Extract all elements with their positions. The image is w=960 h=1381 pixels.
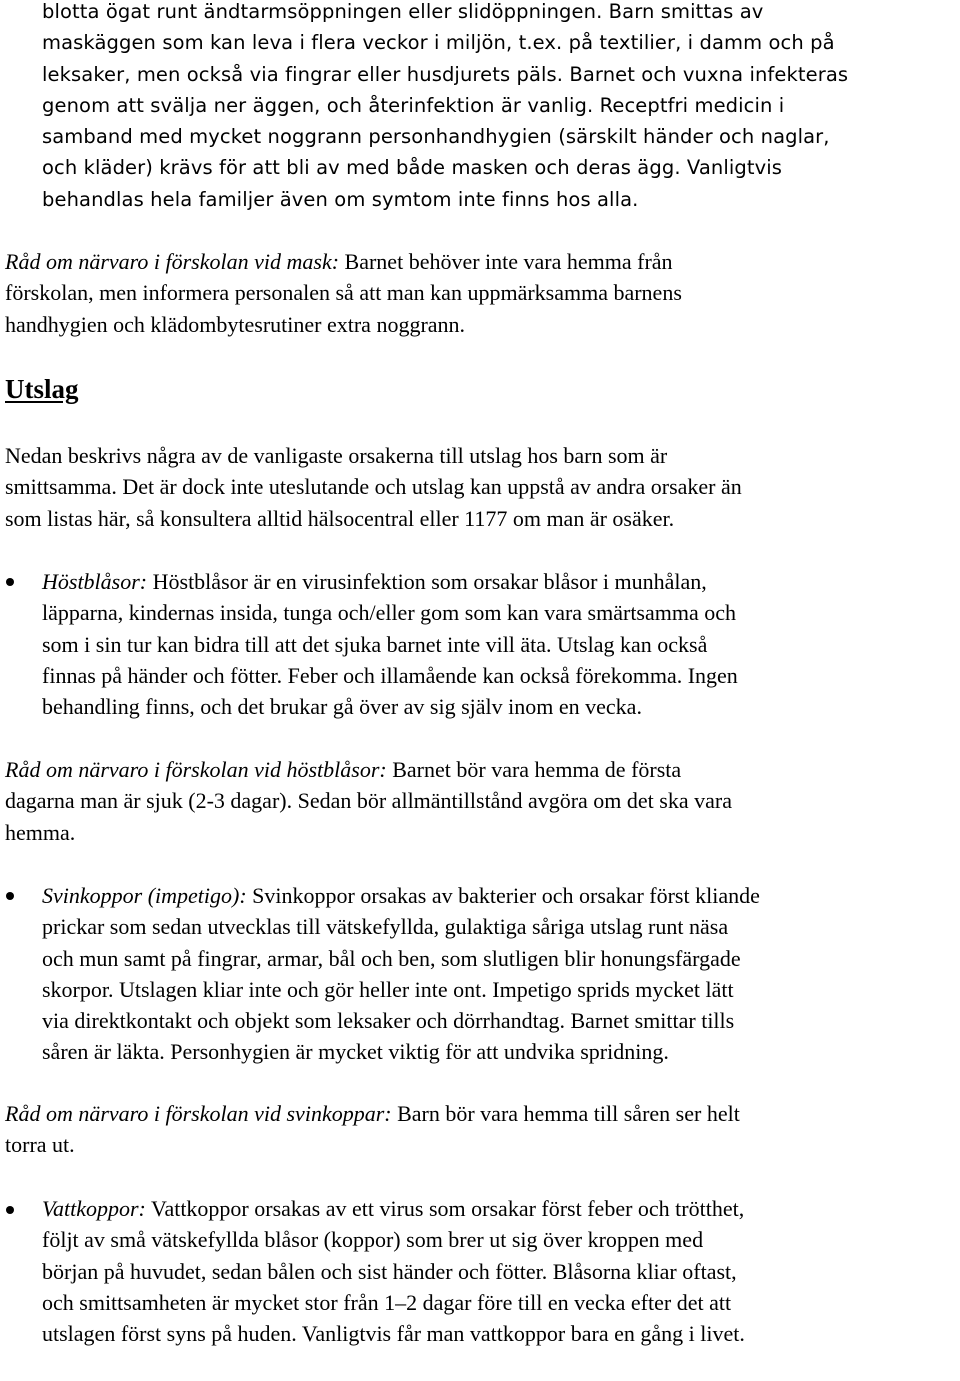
text-line: behandlas hela familjer även om symtom inte finns hos alla. <box>42 187 639 211</box>
list-item-svinkoppor <box>42 880 956 1099</box>
text-line: via direktkontakt och objekt som leksaker och dörrhandtag. Barnet smittar tills <box>42 1008 735 1034</box>
text-line: utslagen först syns på huden. Vanligtvis får man vattkoppor bara en gång i livet. <box>42 1321 745 1347</box>
advice-hostblasor <box>5 754 956 879</box>
text-line: torra ut. <box>5 1132 75 1158</box>
text-line: läpparna, kindernas insida, tunga och/eller gom som kan vara smärtsamma och <box>42 600 737 626</box>
text-line <box>42 566 956 597</box>
text-line: som listas här, så konsultera alltid hälsocentral eller 1177 om man är osäker. <box>5 505 675 531</box>
list-item-hostblasor <box>42 566 956 754</box>
text-line: handhygien och klädombytesrutiner extra noggrann. <box>5 311 466 337</box>
item-text: Vattkoppor orsakas av ett virus som orsakar först feber och trötthet, <box>145 1196 745 1221</box>
text-line: skorpor. Utslagen kliar inte och gör heller inte ont. Impetigo sprids mycket lätt <box>42 976 734 1002</box>
text-line: Nedan beskrivs några av de vanligaste orsakerna till utslag hos barn som är <box>5 443 668 468</box>
text-line: och smittsamheten är mycket stor från 1–2 dagar före till en vecka efter det att <box>42 1289 732 1315</box>
text-line: förskolan, men informera personalen så att man kan uppmärksamma barnens <box>5 280 682 306</box>
text-line: såren är läkta. Personhygien är mycket viktig för att undvika spridning. <box>42 1039 669 1065</box>
section-heading: Utslag <box>5 374 79 404</box>
advice-text: Barnet bör vara hemma de första <box>386 757 682 782</box>
text-line: maskäggen som kan leva i flera veckor i miljön, t.ex. på textilier, i damm och på <box>42 31 835 55</box>
text-line: och kläder) krävs för att bli av med både masken och deras ägg. Vanligtvis <box>42 156 783 180</box>
text-line: behandling finns, och det brukar gå över av sig själv inom en vecka. <box>42 694 642 720</box>
bullet-icon <box>6 892 14 900</box>
text-line: hemma. <box>5 819 76 845</box>
text-line: smittsamma. Det är dock inte uteslutande och utslag kan uppstå av andra orsaker än <box>5 474 742 500</box>
text-line <box>42 1193 956 1224</box>
text-line: följt av små vätskefyllda blåsor (koppor) som brer ut sig över kroppen med <box>42 1227 704 1253</box>
text-line: prickar som sedan utvecklas till vätskefyllda, gulaktiga såriga utslag runt näsa <box>42 914 729 940</box>
text-line: genom att svälja ner äggen, och återinfektion är vanlig. Receptfri medicin i <box>42 93 785 117</box>
text-line: som i sin tur kan bidra till att det sjuka barnet inte vill äta. Utslag kan också <box>42 631 708 657</box>
item-term: Vattkoppor: <box>42 1196 146 1221</box>
advice-mask <box>5 246 956 371</box>
text-line: början på huvudet, sedan bålen och sist händer och fötter. Blåsorna kliar oftast, <box>42 1258 737 1284</box>
text-line: dagarna man är sjuk (2-3 dagar). Sedan bör allmäntillstånd avgöra om det ska vara <box>5 788 732 814</box>
text-line <box>5 246 956 277</box>
text-line: finnas på händer och fötter. Feber och illamående kan också förekomma. Ingen <box>42 662 738 688</box>
intro-paragraph <box>42 0 956 246</box>
item-term: Höstblåsor: <box>42 569 148 594</box>
bullet-icon <box>6 578 14 586</box>
advice-svinkoppor <box>5 1098 956 1192</box>
text-line: samband med mycket noggrann personhandhygien (särskilt händer och naglar, <box>42 125 830 149</box>
advice-lead: Råd om närvaro i förskolan vid mask: <box>5 249 340 274</box>
list-item-vattkoppor <box>42 1193 956 1381</box>
item-text: Höstblåsor är en virusinfektion som orsakar blåsor i munhålan, <box>147 569 707 594</box>
section-intro <box>5 440 956 565</box>
text-line: leksaker, men också via fingrar eller husdjurets päls. Barnet och vuxna infekteras <box>42 62 849 86</box>
item-text: Svinkoppor orsakas av bakterier och orsakar först kliande <box>246 883 760 908</box>
advice-text: Barnet behöver inte vara hemma från <box>339 249 673 274</box>
advice-lead: Råd om närvaro i förskolan vid höstblåsor: <box>5 757 387 782</box>
advice-lead: Råd om närvaro i förskolan vid svinkoppar: <box>5 1101 392 1126</box>
text-line <box>5 1098 956 1129</box>
text-line <box>5 754 956 785</box>
item-term: Svinkoppor (impetigo): <box>42 883 247 908</box>
text-line <box>42 880 956 911</box>
text-line: och mun samt på fingrar, armar, bål och ben, som slutligen blir honungsfärgade <box>42 945 741 971</box>
text-line: blotta ögat runt ändtarmsöppningen eller slidöppningen. Barn smittas av <box>42 0 764 23</box>
bullet-icon <box>6 1206 14 1214</box>
advice-text: Barn bör vara hemma till såren ser helt <box>391 1101 740 1126</box>
